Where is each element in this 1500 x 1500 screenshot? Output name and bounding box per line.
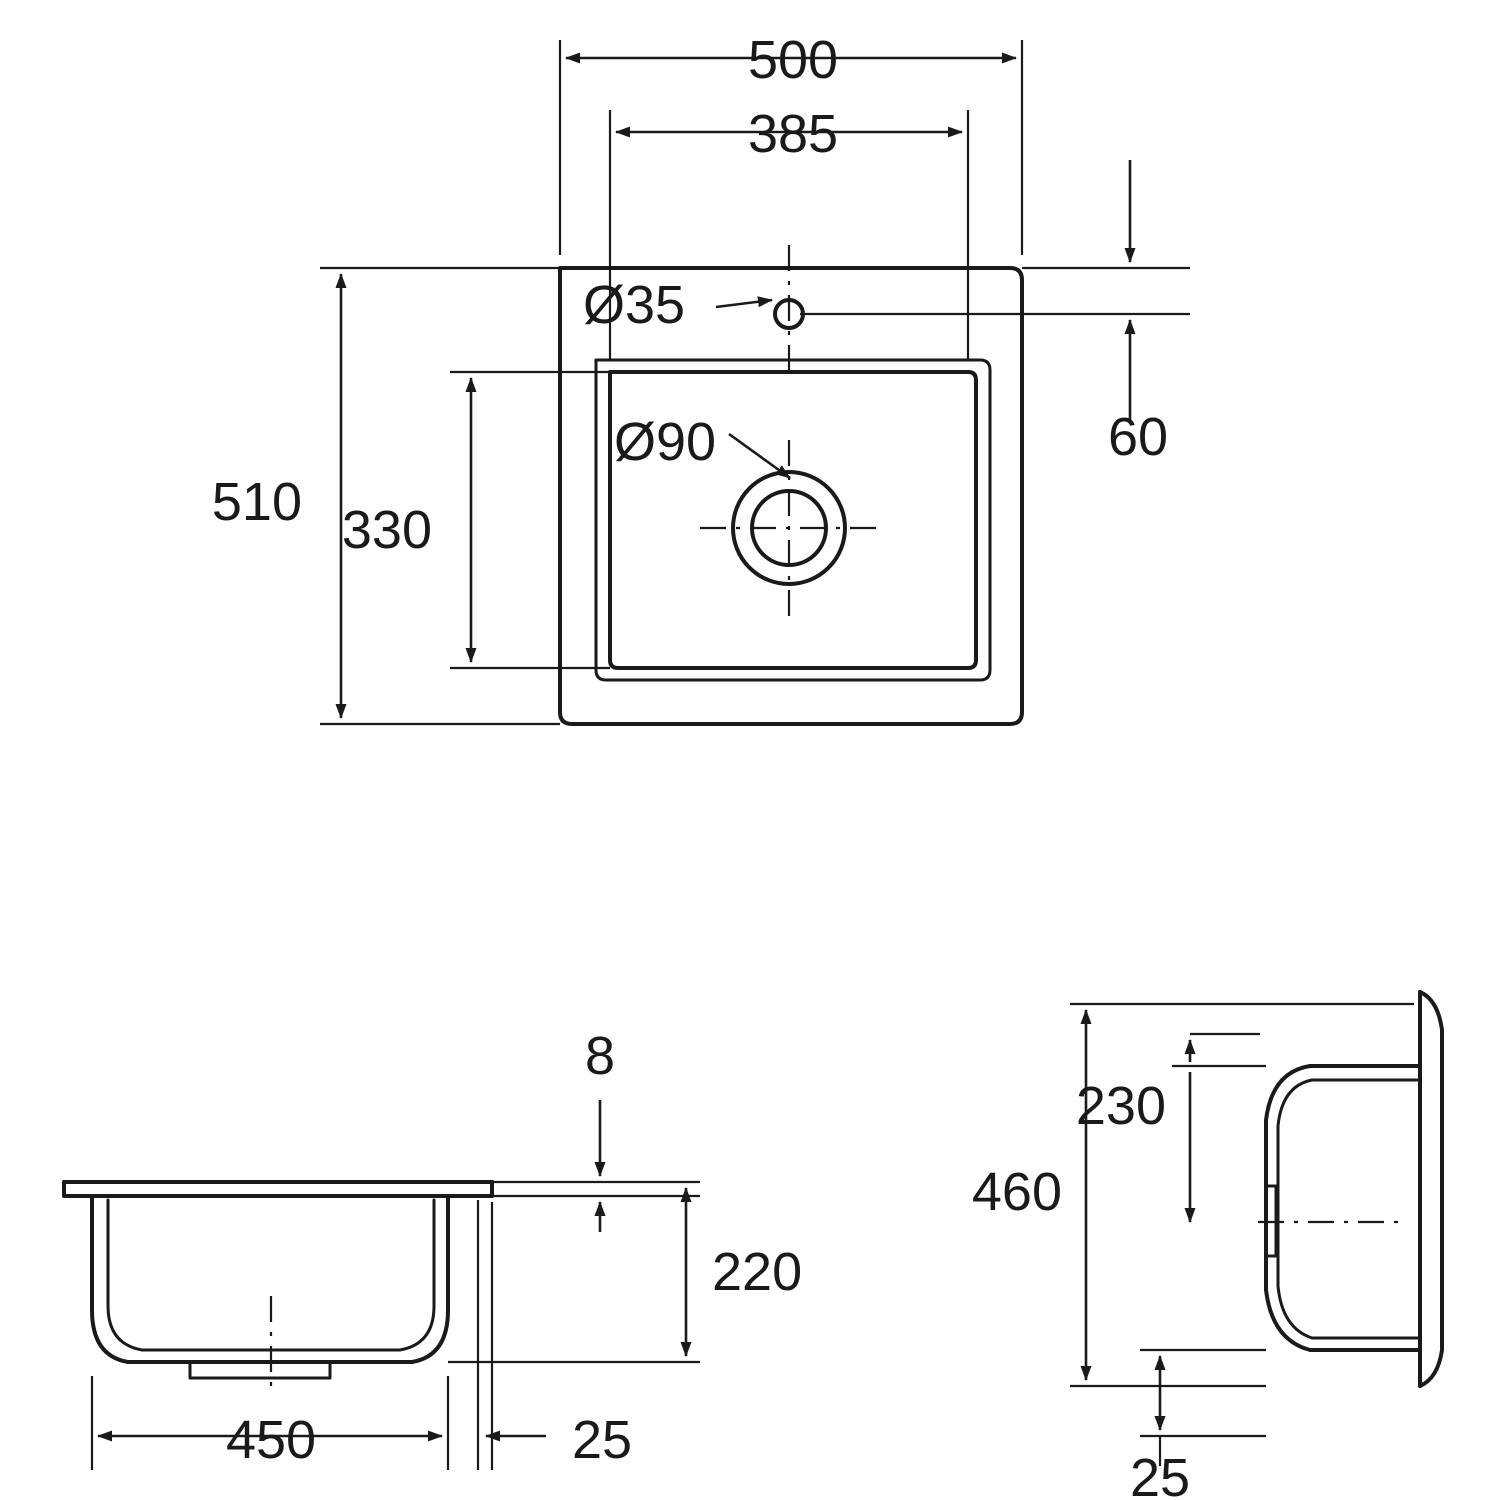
dim-waste-hole-diameter-label: Ø90: [614, 412, 717, 472]
dim-rim-overhang-label: 25: [572, 1410, 633, 1470]
side-view-dimensions: [972, 1004, 1414, 1500]
dim-bowl-height-label: 220: [712, 1242, 803, 1302]
dim-bowl-width-label: 385: [747, 104, 839, 164]
dim-rim-thickness-label: 8: [584, 1026, 616, 1086]
dim-side-bowl-depth-label: 230: [1075, 1076, 1166, 1136]
dim-tap-hole-offset-label: 60: [1108, 407, 1169, 467]
dim-overall-depth-label: 510: [211, 472, 302, 532]
dim-overall-width-label: 500: [747, 30, 839, 90]
dim-bowl-depth-label: 330: [341, 500, 432, 560]
dim-bowl-inner-width-label: 450: [225, 1410, 317, 1470]
top-view-dimensions: [212, 30, 1190, 724]
dim-tap-hole-diameter-label: Ø35: [583, 275, 686, 335]
dim-side-rim-offset-label: 25: [1129, 1448, 1191, 1500]
side-view-geometry: [1258, 992, 1442, 1386]
front-view-geometry: [64, 1182, 492, 1396]
dim-side-overall-depth-label: 460: [971, 1162, 1062, 1222]
